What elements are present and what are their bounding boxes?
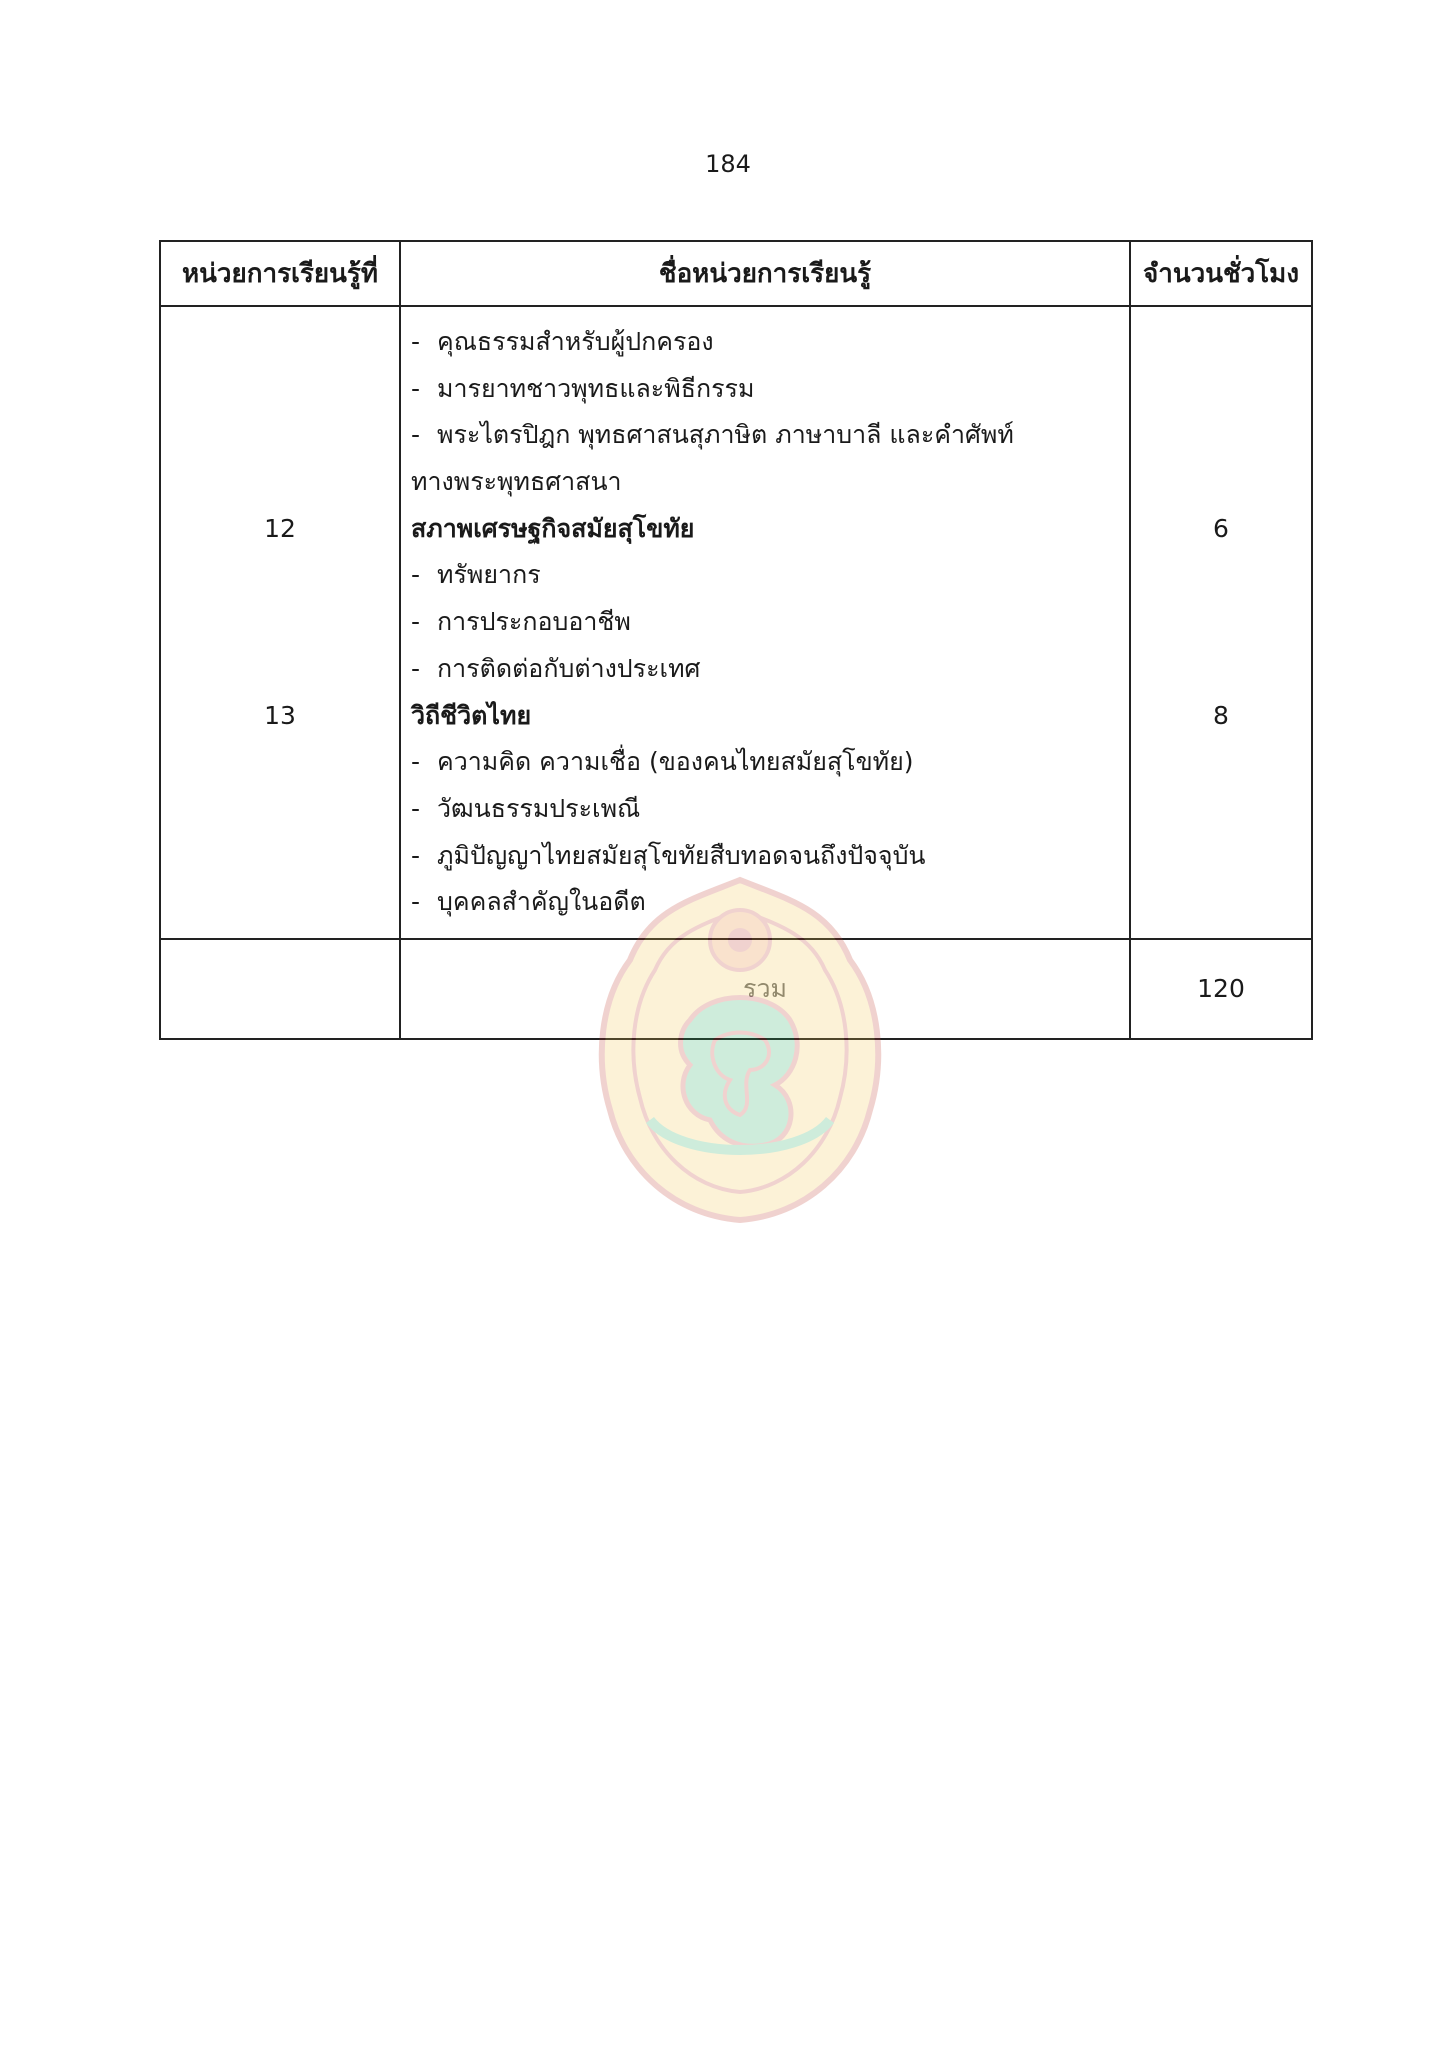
list-item: - มารยาทชาวพุทธและพิธีกรรม (411, 373, 755, 403)
unit-name-cell (400, 306, 1130, 939)
list-item: - การประกอบอาชีพ (411, 607, 631, 637)
unit-13-title: วิถีชีวิตไทย (411, 700, 532, 730)
total-label: รวม (400, 939, 1130, 1039)
unit-13-hours: 8 (1213, 701, 1229, 730)
page-number: 184 (705, 150, 751, 178)
header-name: ชื่อหน่วยการเรียนรู้ (400, 241, 1130, 306)
hours-cell (1130, 306, 1312, 939)
list-item: - การติดต่อกับต่างประเทศ (411, 653, 701, 683)
total-empty-cell (160, 939, 400, 1039)
table-header-row (160, 241, 1312, 306)
unit-number-13: 13 (264, 701, 296, 730)
list-item: - คุณธรรมสำหรับผู้ปกครอง (411, 327, 714, 356)
list-item: - บุคคลสำคัญในอดีต (411, 887, 646, 917)
unit-number-cell (160, 306, 400, 939)
list-item: - ความคิด ความเชื่อ (ของคนไทยสมัยสุโขทัย) (411, 747, 914, 777)
table-content-row (160, 306, 1312, 939)
learning-units-table (159, 240, 1313, 1040)
table-total-row (160, 939, 1312, 1039)
list-item: - ทรัพยากร (411, 560, 541, 590)
list-item: - ภูมิปัญญาไทยสมัยสุโขทัยสืบทอดจนถึงปัจจุบัน (411, 840, 926, 870)
unit-12-title: สภาพเศรษฐกิจสมัยสุโขทัย (411, 513, 695, 543)
header-unit: หน่วยการเรียนรู้ที่ (160, 241, 400, 306)
unit-number-12: 12 (264, 514, 296, 543)
header-hours: จำนวนชั่วโมง (1130, 241, 1312, 306)
unit-12-hours: 6 (1213, 514, 1229, 543)
list-item: - พระไตรปิฎก พุทธศาสนสุภาษิต ภาษาบาลี และคำศัพท์ (411, 420, 1014, 450)
total-hours: 120 (1130, 939, 1312, 1039)
list-item-continuation: ทางพระพุทธศาสนา (411, 467, 622, 497)
list-item: - วัฒนธรรมประเพณี (411, 793, 641, 823)
